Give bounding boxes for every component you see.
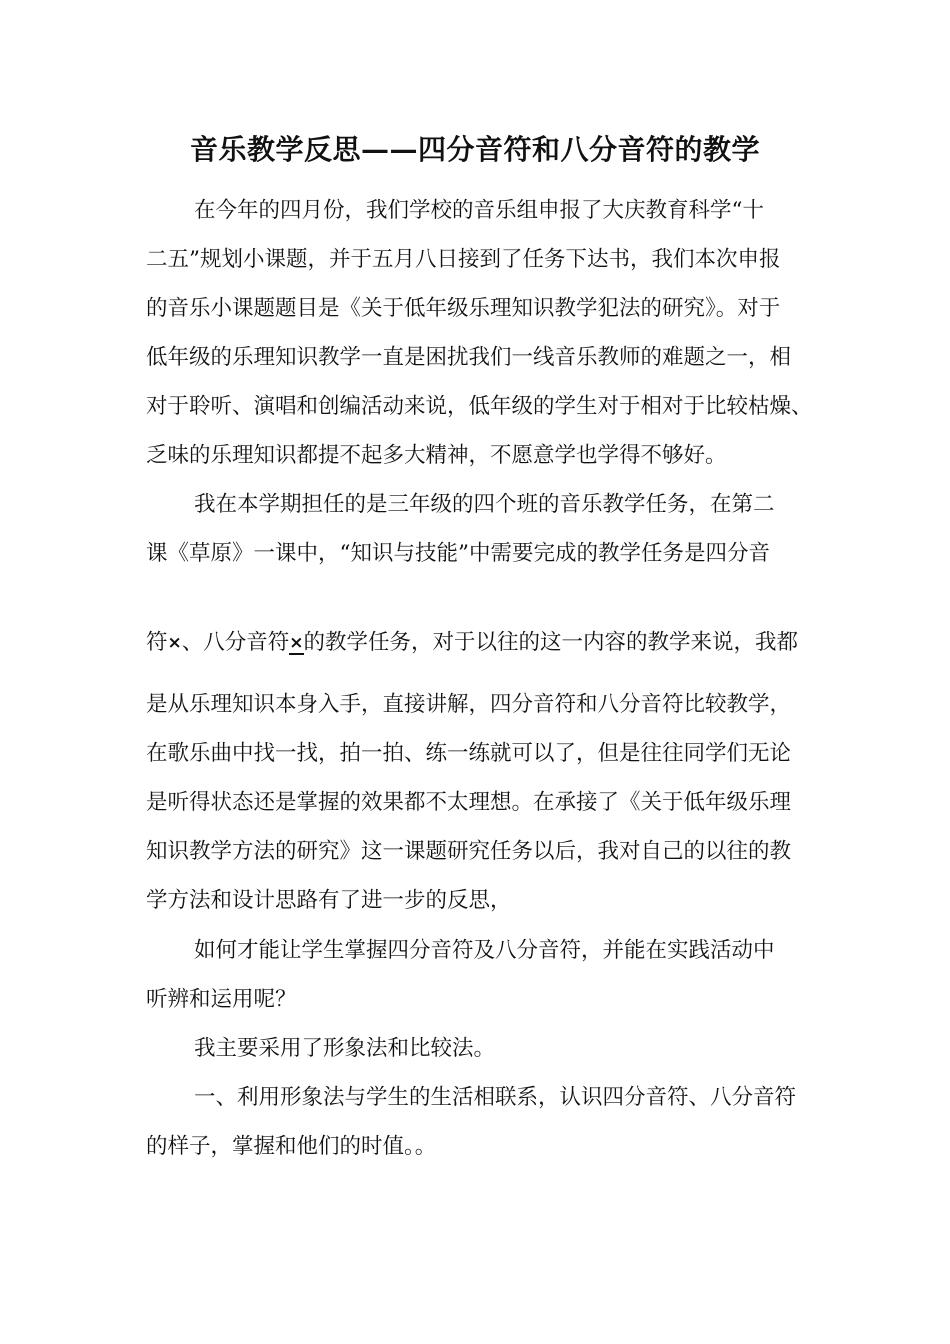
- paragraph-line: 的样子，掌握和他们的时值。。: [146, 1134, 437, 1159]
- paragraph-line-with-notes: [146, 628, 798, 658]
- paragraph-line: 乏味的乐理知识都提不起多大精神，不愿意学也学得不够好。: [146, 443, 727, 468]
- paragraph-line: 对于聆听、演唱和创编活动来说，低年级的学生对于相对于比较枯燥、: [146, 394, 813, 419]
- paragraph-line: 是从乐理知识本身入手，直接讲解，四分音符和八分音符比较教学，: [146, 692, 792, 717]
- paragraph-line: 课《草原》一课中，“知识与技能”中需要完成的教学任务是四分音: [146, 541, 770, 566]
- paragraph-line: 我在本学期担任的是三年级的四个班的音乐教学任务，在第二: [194, 492, 775, 517]
- paragraph-line: 在今年的四月份，我们学校的音乐组申报了大庆教育科学“十: [194, 198, 764, 223]
- paragraph-line: 的音乐小课题题目是《关于低年级乐理知识教学犯法的研究》。对于: [146, 296, 781, 321]
- paragraph-line: 学方法和设计思路有了进一步的反思，: [146, 888, 512, 913]
- paragraph-line: 低年级的乐理知识教学一直是困扰我们一线音乐教师的难题之一，相: [146, 345, 792, 370]
- note-line-text: 符: [146, 630, 168, 655]
- paragraph-line: 一、利用形象法与学生的生活相联系，认识四分音符、八分音符: [194, 1085, 797, 1110]
- paragraph-line: 听辨和运用呢？: [146, 987, 297, 1012]
- document-title: 音乐教学反思——四分音符和八分音符的教学: [189, 133, 760, 166]
- paragraph-line: 如何才能让学生掌握四分音符及八分音符，并能在实践活动中: [194, 938, 775, 963]
- note-line-text: 的教学任务，对于以往的这一内容的教学来说，我都: [303, 630, 799, 655]
- quarter-note-icon: ×: [167, 633, 182, 653]
- paragraph-line: 知识教学方法的研究》这一课题研究任务以后，我对自己的以往的教: [146, 839, 792, 864]
- note-line-text: 、八分音符: [181, 630, 290, 655]
- eighth-note-icon: ×: [289, 633, 304, 653]
- paragraph-line: 是听得状态还是掌握的效果都不太理想。在承接了《关于低年级乐理: [146, 790, 792, 815]
- paragraph-line: 在歌乐曲中找一找，拍一拍、练一练就可以了，但是往往同学们无论: [146, 741, 792, 766]
- paragraph-line: 二五”规划小课题，并于五月八日接到了任务下达书，我们本次申报: [146, 247, 781, 272]
- paragraph-line: 我主要采用了形象法和比较法。: [194, 1036, 496, 1061]
